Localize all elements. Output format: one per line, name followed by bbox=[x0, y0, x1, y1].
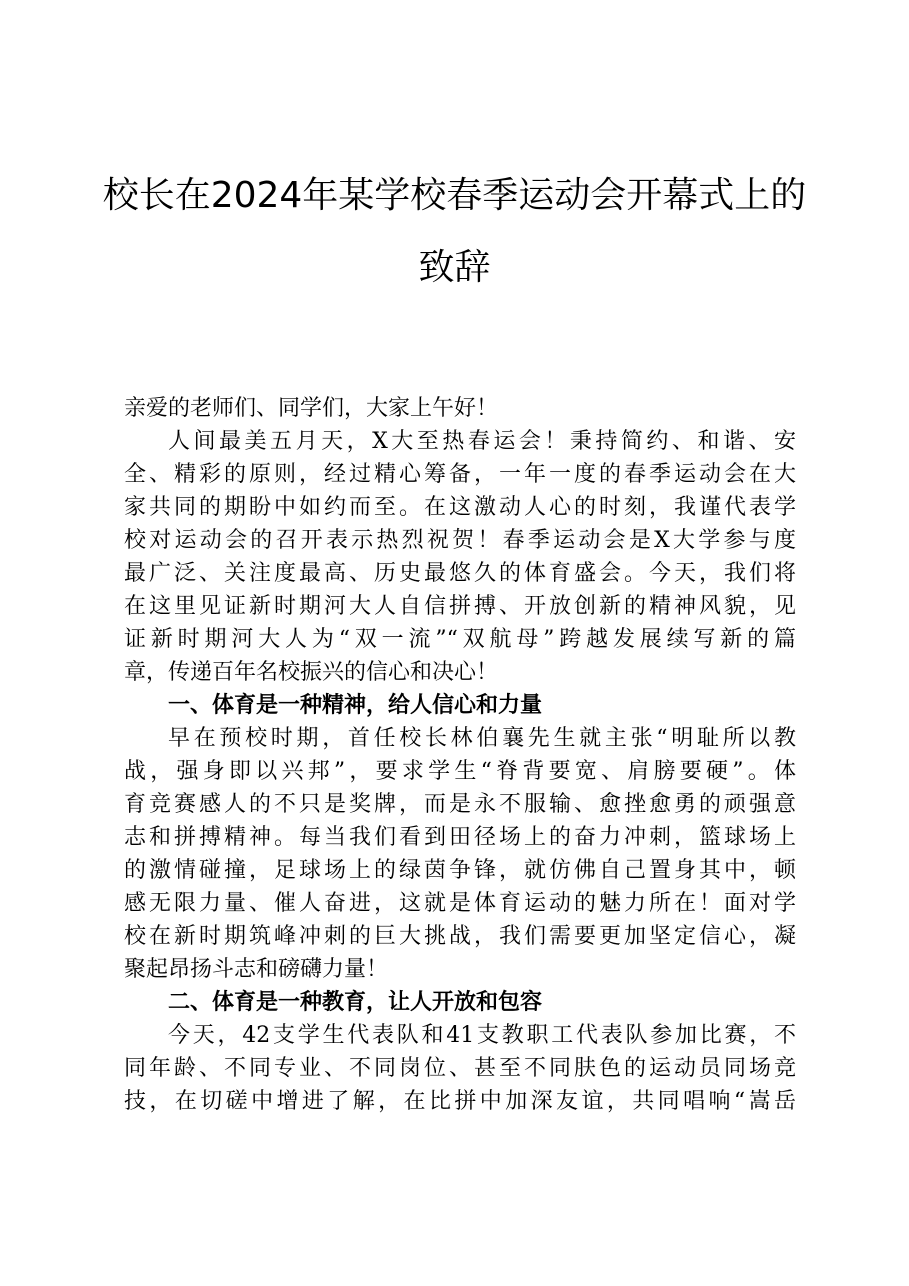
paragraph-line: 聚起昂扬斗志和磅礴力量！ bbox=[124, 957, 389, 982]
paragraph-line: 感无限力量、催人奋进，这就是体育运动的魅力所在！面对学 bbox=[124, 891, 796, 916]
paragraph-line: 在这里见证新时期河大人自信拼搏、开放创新的精神风貌，见 bbox=[124, 594, 796, 619]
paragraph-line: 今天，42支学生代表队和41支教职工代表队参加比赛，不 bbox=[168, 1023, 796, 1048]
paragraph-line: 校在新时期筑峰冲刺的巨大挑战，我们需要更加坚定信心，凝 bbox=[124, 924, 796, 949]
paragraph-line: 育竞赛感人的不只是奖牌，而是永不服输、愈挫愈勇的顽强意 bbox=[124, 792, 796, 817]
paragraph-line: 的激情碰撞，足球场上的绿茵争锋，就仿佛自己置身其中，顿 bbox=[124, 858, 796, 883]
paragraph-3 bbox=[124, 1019, 796, 1118]
paragraph-line: 章，传递百年名校振兴的信心和决心！ bbox=[124, 660, 499, 685]
paragraph-line: 人间最美五月天，X大至热春运会！秉持简约、和谐、安 bbox=[168, 429, 796, 454]
document-body bbox=[124, 392, 796, 1118]
section-heading-1: 一、体育是一种精神，给人信心和力量 bbox=[168, 692, 543, 718]
paragraph-line: 志和拼搏精神。每当我们看到田径场上的奋力冲刺，篮球场上 bbox=[124, 825, 796, 850]
section-heading-2: 二、体育是一种教育，让人开放和包容 bbox=[168, 989, 543, 1015]
paragraph-line: 校对运动会的召开表示热烈祝贺！春季运动会是X大学参与度 bbox=[124, 528, 796, 553]
paragraph-1 bbox=[124, 425, 796, 689]
paragraph-line: 战，强身即以兴邦”，要求学生“脊背要宽、肩膀要硬”。体 bbox=[124, 759, 796, 784]
document-title bbox=[100, 160, 809, 304]
paragraph-line: 早在预校时期，首任校长林伯襄先生就主张“明耻所以教 bbox=[168, 726, 796, 751]
paragraph-line: 最广泛、关注度最高、历史最悠久的体育盛会。今天，我们将 bbox=[124, 561, 796, 586]
paragraph-line: 技，在切磋中增进了解，在比拼中加深友谊，共同唱响“嵩岳 bbox=[124, 1089, 796, 1114]
paragraph-line: 同年龄、不同专业、不同岗位、甚至不同肤色的运动员同场竞 bbox=[124, 1056, 796, 1081]
paragraph-line: 家共同的期盼中如约而至。在这激动人心的时刻，我谨代表学 bbox=[124, 495, 796, 520]
paragraph-line: 证新时期河大人为“双一流”“双航母”跨越发展续写新的篇 bbox=[124, 627, 796, 652]
greeting: 亲爱的老师们、同学们，大家上午好！ bbox=[124, 396, 499, 421]
paragraph-2 bbox=[124, 722, 796, 986]
title-line: 致辞 bbox=[418, 247, 491, 288]
paragraph-line: 全、精彩的原则，经过精心筹备，一年一度的春季运动会在大 bbox=[124, 462, 796, 487]
title-line: 校长在2024年某学校春季运动会开幕式上的 bbox=[102, 175, 807, 216]
